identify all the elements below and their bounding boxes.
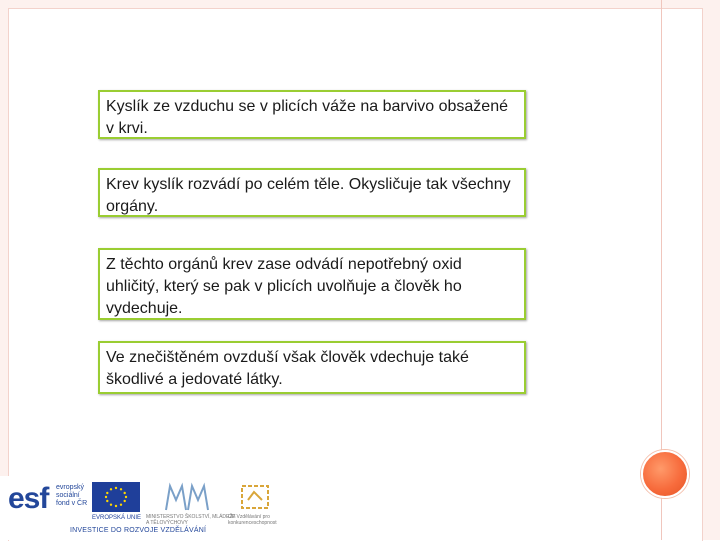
paragraph-text: Kyslík ze vzduchu se v plicích váže na barvivo obsažené v krvi.: [106, 98, 508, 137]
invest-caption: INVESTICE DO ROZVOJE VZDĚLÁVÁNÍ: [70, 527, 207, 534]
paragraph-text: Z těchto orgánů krev zase odvádí nepotřebný oxid uhličitý, který se pak v plicích uvolňuje a člověk ho vydechuje.: [106, 256, 462, 317]
esf-caption: evropský sociální fond v ČR: [56, 484, 88, 507]
msmt-caption: MINISTERSTVO ŠKOLSTVÍ, MLÁDEŽE A TĚLOVÝCHOVY: [146, 514, 236, 526]
text-box-carbon-dioxide: [98, 248, 526, 320]
paragraph-text: Krev kyslík rozvádí po celém těle. Okysličuje tak všechny orgány.: [106, 176, 511, 215]
msmt-logo-icon: [160, 480, 210, 518]
text-box-oxygen-distribution: [98, 168, 526, 217]
esf-logo: esf: [8, 482, 49, 515]
eu-caption: EVROPSKÁ UNIE: [92, 515, 142, 521]
footer-logo-bar: [0, 476, 300, 540]
eu-flag-icon: [92, 482, 140, 512]
text-box-oxygen-binding: [98, 90, 526, 139]
op-caption: OP Vzdělávání pro konkurenceschopnost: [228, 514, 277, 526]
decorative-circle-icon: [641, 450, 689, 498]
op-logo-icon: [238, 482, 272, 512]
paragraph-text: Ve znečištěném ovzduší však člověk vdechuje také škodlivé a jedovaté látky.: [106, 349, 469, 388]
text-box-polluted-air: [98, 341, 526, 394]
